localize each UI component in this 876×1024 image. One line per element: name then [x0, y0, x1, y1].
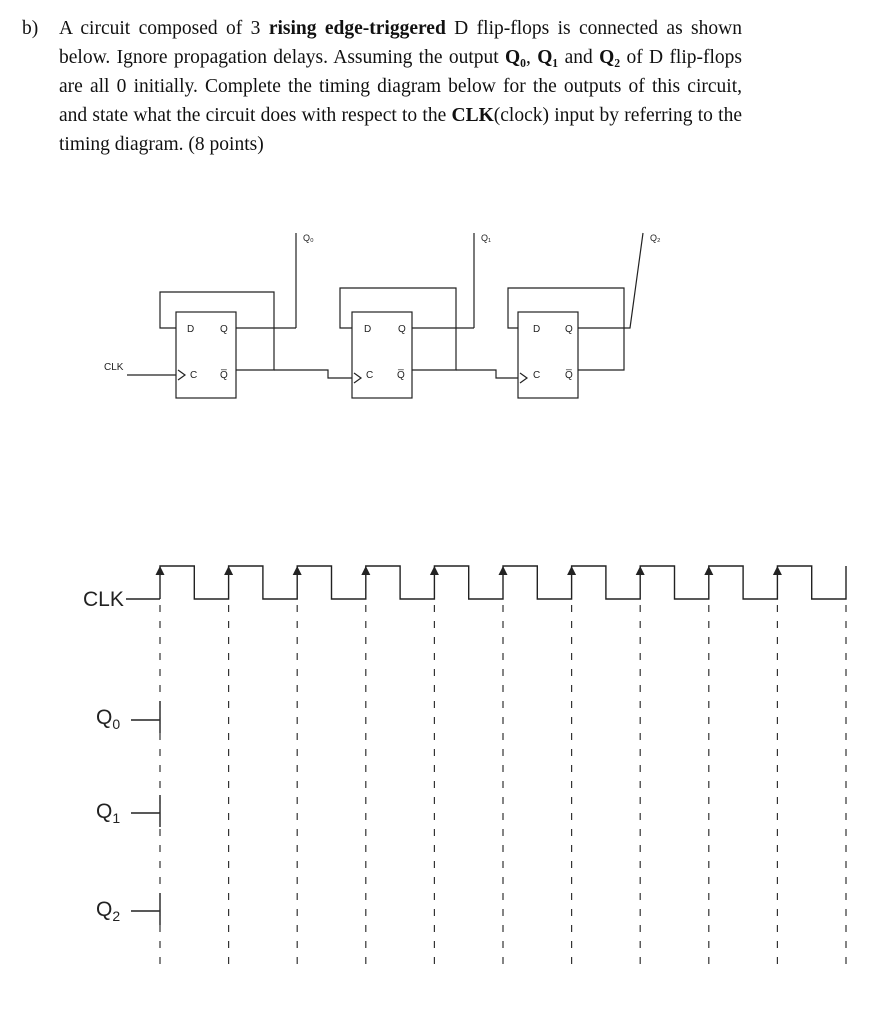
question-sep-1: , [526, 47, 538, 68]
ff0-c-label: C [190, 370, 198, 381]
circuit-diagram [104, 233, 661, 398]
rising-edge-arrow [430, 566, 439, 575]
rising-edge-arrow [361, 566, 370, 575]
timing-q1-label [96, 800, 120, 826]
q0-label-sub: 0 [112, 716, 121, 732]
timing-q0-label [96, 706, 120, 732]
question-q1: Q₁ [537, 47, 559, 68]
ff2-qbar-label: Q̅ [565, 370, 573, 381]
q2-output-label: Q₂ [650, 233, 661, 243]
question-bold-clk: CLK [451, 105, 494, 126]
q1-label-main: Q [96, 800, 113, 823]
rising-edge-arrow [636, 566, 645, 575]
question-text-1: A circuit composed of 3 [59, 18, 269, 39]
ff0-d-label: D [187, 324, 195, 335]
ff0-feedback-wire [160, 292, 274, 370]
question-text-4: (clock) input by referring to the timing diagram. (8 points) [59, 105, 742, 155]
ff1-clock-triangle [354, 373, 361, 383]
q1-label-sub: 1 [112, 810, 121, 826]
circuit-clk-label: CLK [104, 362, 124, 373]
q0-label-main: Q [96, 706, 113, 729]
timing-diagram [83, 566, 846, 968]
clock-edge-guides [160, 605, 846, 968]
rising-edge-arrow [773, 566, 782, 575]
question-q2: Q₂ [599, 47, 621, 68]
ff2-c-label: C [533, 370, 541, 381]
ff2-clock-triangle [520, 373, 527, 383]
q0-output-label: Q₀ [303, 233, 314, 243]
ff1-c-label: C [366, 370, 374, 381]
rising-edge-arrow [224, 566, 233, 575]
ff0-q-label: Q [220, 324, 228, 335]
question-q0: Q₀ [505, 47, 527, 68]
rising-edge-arrow [704, 566, 713, 575]
rising-edge-arrow [499, 566, 508, 575]
ff2-q-wire [578, 233, 643, 328]
timing-q2-label [96, 898, 120, 924]
q2-label-sub: 2 [112, 908, 121, 924]
question-label: b) [22, 18, 39, 39]
clock-waveform-group [156, 566, 847, 599]
ff1-to-ff2-clock-wire [456, 370, 518, 378]
q1-output-label: Q₁ [481, 233, 492, 243]
ff0-qbar-label: Q̅ [220, 370, 228, 381]
question-text-3: of D flip-flops are all 0 initially. Complete the timing diagram below for the outputs of this circuit, and state what the circuit does with respect to the [59, 47, 743, 126]
question-text-2: D flip-flops is connected as shown below. Ignore propagation delays. Assuming the output [59, 18, 742, 68]
ff0-clock-triangle [178, 370, 185, 380]
timing-clk-label: CLK [83, 588, 124, 611]
question-bold-rising-edge: rising edge-triggered [268, 18, 446, 39]
ff1-q-label: Q [398, 324, 406, 335]
question-sep-2: and [558, 47, 600, 68]
ff0-to-ff1-clock-wire [274, 370, 352, 378]
ff1-d-label: D [364, 324, 372, 335]
rising-edge-arrow [293, 566, 302, 575]
q2-label-main: Q [96, 898, 113, 921]
rising-edge-arrow [156, 566, 165, 575]
ff2-d-label: D [533, 324, 541, 335]
ff1-qbar-label: Q̅ [397, 370, 405, 381]
rising-edge-arrow [567, 566, 576, 575]
ff2-q-label: Q [565, 324, 573, 335]
